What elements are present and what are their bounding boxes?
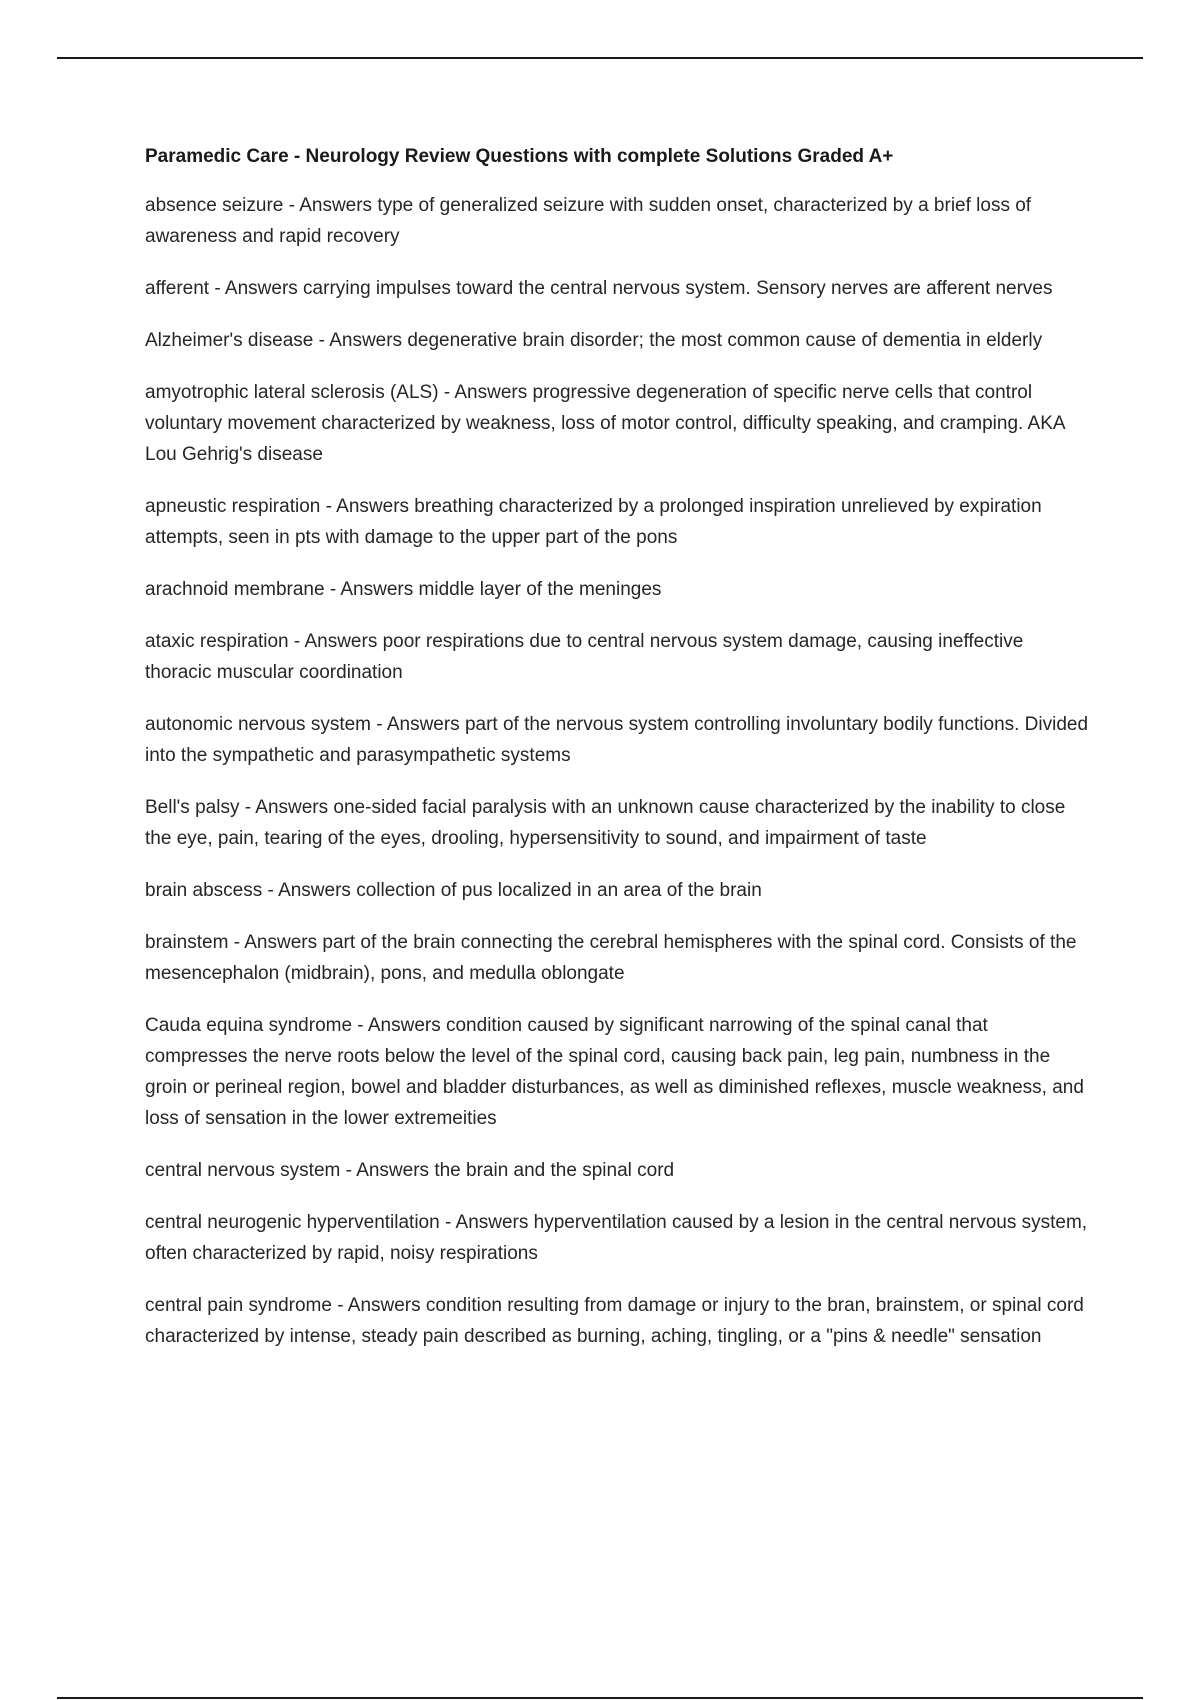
entry-central-nervous-system: central nervous system - Answers the brain and the spinal cord [145,1160,675,1181]
entry-bells-palsy: Bell's palsy - Answers one-sided facial paralysis with an unknown cause characterized by the inability to close the eye, pain, tearing of the eyes, drooling, hypersensitivity to sound, and impairment of taste [145,797,1066,849]
entry-brain-abscess: brain abscess - Answers collection of pus localized in an area of the brain [145,880,762,901]
entry-alzheimers-disease: Alzheimer's disease - Answers degenerative brain disorder; the most common cause of dementia in elderly [145,330,1043,351]
entry-autonomic-nervous-system: autonomic nervous system - Answers part of the nervous system controlling involuntary bodily functions. Divided into the sympathetic and parasympathetic systems [145,714,1089,766]
header-rule [57,57,1143,59]
entry-brainstem: brainstem - Answers part of the brain connecting the cerebral hemispheres with the spinal cord. Consists of the mesencephalon (midbrain), pons, and medulla oblongate [145,932,1077,984]
entry-central-pain-syndrome: central pain syndrome - Answers condition resulting from damage or injury to the bran, brainstem, or spinal cord characterized by intense, steady pain described as burning, aching, tingling, or a "pins & needle" sensation [145,1295,1084,1347]
entry-central-neurogenic-hyperventilation: central neurogenic hyperventilation - Answers hyperventilation caused by a lesion in the central nervous system, often characterized by rapid, noisy respirations [145,1212,1088,1264]
document-body [145,141,1090,1373]
entry-als: amyotrophic lateral sclerosis (ALS) - Answers progressive degeneration of specific nerve cells that control voluntary movement characterized by weakness, loss of motor control, difficulty speaking, and cramping. AKA Lou Gehrig's disease [145,382,1065,465]
entry-cauda-equina-syndrome: Cauda equina syndrome - Answers condition caused by significant narrowing of the spinal canal that compresses the nerve roots below the level of the spinal cord, causing back pain, leg pain, numbness in the groin or perineal region, bowel and bladder disturbances, as well as diminished reflexes, muscle weakness, and loss of sensation in the lower extremeities [145,1015,1084,1129]
entry-arachnoid-membrane: arachnoid membrane - Answers middle layer of the meninges [145,579,662,600]
entry-apneustic-respiration: apneustic respiration - Answers breathing characterized by a prolonged inspiration unrelieved by expiration attempts, seen in pts with damage to the upper part of the pons [145,496,1042,548]
footer-rule [57,1697,1143,1699]
document-title: Paramedic Care - Neurology Review Questions with complete Solutions Graded A+ [145,146,894,167]
entry-absence-seizure: absence seizure - Answers type of generalized seizure with sudden onset, characterized by a brief loss of awareness and rapid recovery [145,195,1032,247]
entry-afferent: afferent - Answers carrying impulses toward the central nervous system. Sensory nerves are afferent nerves [145,278,1053,299]
entry-ataxic-respiration: ataxic respiration - Answers poor respirations due to central nervous system damage, causing ineffective thoracic muscular coordination [145,631,1024,683]
